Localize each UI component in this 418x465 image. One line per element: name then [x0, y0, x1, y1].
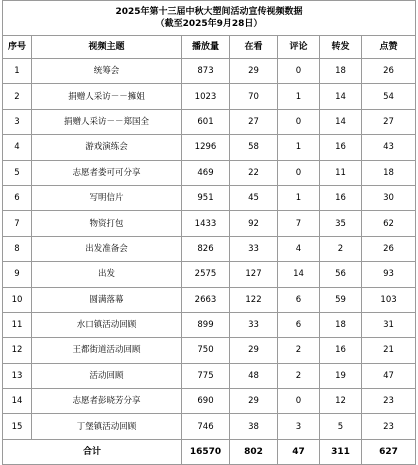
cell-index: 12	[3, 338, 32, 363]
cell-index: 4	[3, 135, 32, 160]
header-index: 序号	[3, 36, 32, 59]
cell-topic: 出发准备会	[32, 236, 182, 261]
cell-index: 6	[3, 185, 32, 210]
cell-watching: 33	[230, 236, 278, 261]
table-row	[3, 59, 416, 84]
header-topic: 视频主题	[32, 36, 182, 59]
table-row	[3, 338, 416, 363]
header-likes: 点赞	[362, 36, 416, 59]
header-views: 播放量	[182, 36, 230, 59]
cell-likes: 103	[362, 287, 416, 312]
cell-index: 2	[3, 84, 32, 109]
cell-likes: 23	[362, 389, 416, 414]
header-comments: 评论	[278, 36, 320, 59]
cell-index: 10	[3, 287, 32, 312]
cell-likes: 47	[362, 363, 416, 388]
cell-topic: 活动回顾	[32, 363, 182, 388]
cell-views: 1023	[182, 84, 230, 109]
cell-shares: 35	[320, 211, 362, 236]
cell-likes: 31	[362, 312, 416, 337]
cell-likes: 23	[362, 414, 416, 439]
cell-watching: 92	[230, 211, 278, 236]
header-watching: 在看	[230, 36, 278, 59]
cell-comments: 0	[278, 59, 320, 84]
cell-comments: 1	[278, 84, 320, 109]
cell-likes: 93	[362, 262, 416, 287]
cell-shares: 16	[320, 135, 362, 160]
cell-comments: 14	[278, 262, 320, 287]
total-label: 合计	[3, 439, 182, 464]
cell-shares: 56	[320, 262, 362, 287]
cell-index: 9	[3, 262, 32, 287]
cell-watching: 38	[230, 414, 278, 439]
cell-views: 1433	[182, 211, 230, 236]
cell-views: 1296	[182, 135, 230, 160]
cell-index: 8	[3, 236, 32, 261]
cell-topic: 水口镇活动回顾	[32, 312, 182, 337]
header-row	[3, 36, 416, 59]
cell-views: 951	[182, 185, 230, 210]
cell-watching: 48	[230, 363, 278, 388]
cell-topic: 游戏演练会	[32, 135, 182, 160]
cell-topic: 志愿者彭晓芳分享	[32, 389, 182, 414]
total-shares: 311	[320, 439, 362, 464]
table-row	[3, 84, 416, 109]
cell-views: 873	[182, 59, 230, 84]
cell-index: 15	[3, 414, 32, 439]
total-row	[3, 439, 416, 464]
cell-topic: 王都街道活动回顾	[32, 338, 182, 363]
total-likes: 627	[362, 439, 416, 464]
total-views: 16570	[182, 439, 230, 464]
cell-comments: 4	[278, 236, 320, 261]
cell-likes: 62	[362, 211, 416, 236]
table-row	[3, 135, 416, 160]
cell-index: 3	[3, 109, 32, 134]
cell-likes: 18	[362, 160, 416, 185]
cell-likes: 26	[362, 236, 416, 261]
cell-watching: 22	[230, 160, 278, 185]
cell-shares: 14	[320, 109, 362, 134]
cell-shares: 16	[320, 338, 362, 363]
table-row	[3, 236, 416, 261]
cell-likes: 27	[362, 109, 416, 134]
title-row	[3, 1, 416, 36]
table-row	[3, 389, 416, 414]
cell-comments: 1	[278, 185, 320, 210]
cell-shares: 14	[320, 84, 362, 109]
cell-comments: 0	[278, 389, 320, 414]
cell-views: 826	[182, 236, 230, 261]
cell-shares: 2	[320, 236, 362, 261]
cell-shares: 12	[320, 389, 362, 414]
total-watching: 802	[230, 439, 278, 464]
table-row	[3, 160, 416, 185]
cell-likes: 21	[362, 338, 416, 363]
cell-views: 750	[182, 338, 230, 363]
cell-watching: 122	[230, 287, 278, 312]
cell-topic: 志愿者娄可可分享	[32, 160, 182, 185]
cell-shares: 16	[320, 185, 362, 210]
cell-watching: 33	[230, 312, 278, 337]
cell-comments: 2	[278, 363, 320, 388]
table-row	[3, 262, 416, 287]
cell-likes: 54	[362, 84, 416, 109]
cell-topic: 出发	[32, 262, 182, 287]
table-body	[3, 59, 416, 440]
cell-shares: 18	[320, 312, 362, 337]
cell-comments: 0	[278, 109, 320, 134]
cell-index: 14	[3, 389, 32, 414]
cell-index: 13	[3, 363, 32, 388]
cell-comments: 2	[278, 338, 320, 363]
video-stats-table	[2, 0, 416, 465]
video-stats-sheet	[2, 0, 415, 465]
cell-likes: 30	[362, 185, 416, 210]
cell-watching: 70	[230, 84, 278, 109]
cell-watching: 29	[230, 389, 278, 414]
cell-views: 899	[182, 312, 230, 337]
cell-watching: 27	[230, 109, 278, 134]
cell-topic: 捐赠人采访－－擁姐	[32, 84, 182, 109]
cell-shares: 18	[320, 59, 362, 84]
cell-views: 469	[182, 160, 230, 185]
cell-views: 690	[182, 389, 230, 414]
table-row	[3, 414, 416, 439]
title-line-2: （截至2025年9月28日）	[155, 19, 263, 29]
table-row	[3, 185, 416, 210]
cell-comments: 1	[278, 135, 320, 160]
cell-comments: 6	[278, 312, 320, 337]
cell-likes: 43	[362, 135, 416, 160]
cell-index: 5	[3, 160, 32, 185]
table-row	[3, 363, 416, 388]
cell-watching: 45	[230, 185, 278, 210]
cell-topic: 捐赠人采访－－郑国全	[32, 109, 182, 134]
cell-index: 7	[3, 211, 32, 236]
cell-views: 2575	[182, 262, 230, 287]
cell-comments: 3	[278, 414, 320, 439]
total-comments: 47	[278, 439, 320, 464]
cell-shares: 5	[320, 414, 362, 439]
cell-comments: 7	[278, 211, 320, 236]
table-row	[3, 287, 416, 312]
cell-comments: 0	[278, 160, 320, 185]
cell-topic: 统筹会	[32, 59, 182, 84]
table-row	[3, 109, 416, 134]
cell-likes: 26	[362, 59, 416, 84]
header-shares: 转发	[320, 36, 362, 59]
cell-watching: 29	[230, 338, 278, 363]
cell-views: 775	[182, 363, 230, 388]
table-row	[3, 312, 416, 337]
cell-watching: 127	[230, 262, 278, 287]
table-title	[3, 1, 416, 36]
cell-watching: 58	[230, 135, 278, 160]
cell-views: 746	[182, 414, 230, 439]
cell-topic: 丁堡镇活动回顾	[32, 414, 182, 439]
cell-topic: 物资打包	[32, 211, 182, 236]
cell-comments: 6	[278, 287, 320, 312]
cell-index: 11	[3, 312, 32, 337]
cell-shares: 11	[320, 160, 362, 185]
cell-views: 2663	[182, 287, 230, 312]
cell-index: 1	[3, 59, 32, 84]
cell-watching: 29	[230, 59, 278, 84]
table-row	[3, 211, 416, 236]
title-line-1: 2025年第十三届中秋大塑间活动宣传视频数据	[115, 7, 303, 17]
cell-topic: 圆满落幕	[32, 287, 182, 312]
cell-shares: 59	[320, 287, 362, 312]
cell-topic: 写明信片	[32, 185, 182, 210]
cell-views: 601	[182, 109, 230, 134]
cell-shares: 19	[320, 363, 362, 388]
